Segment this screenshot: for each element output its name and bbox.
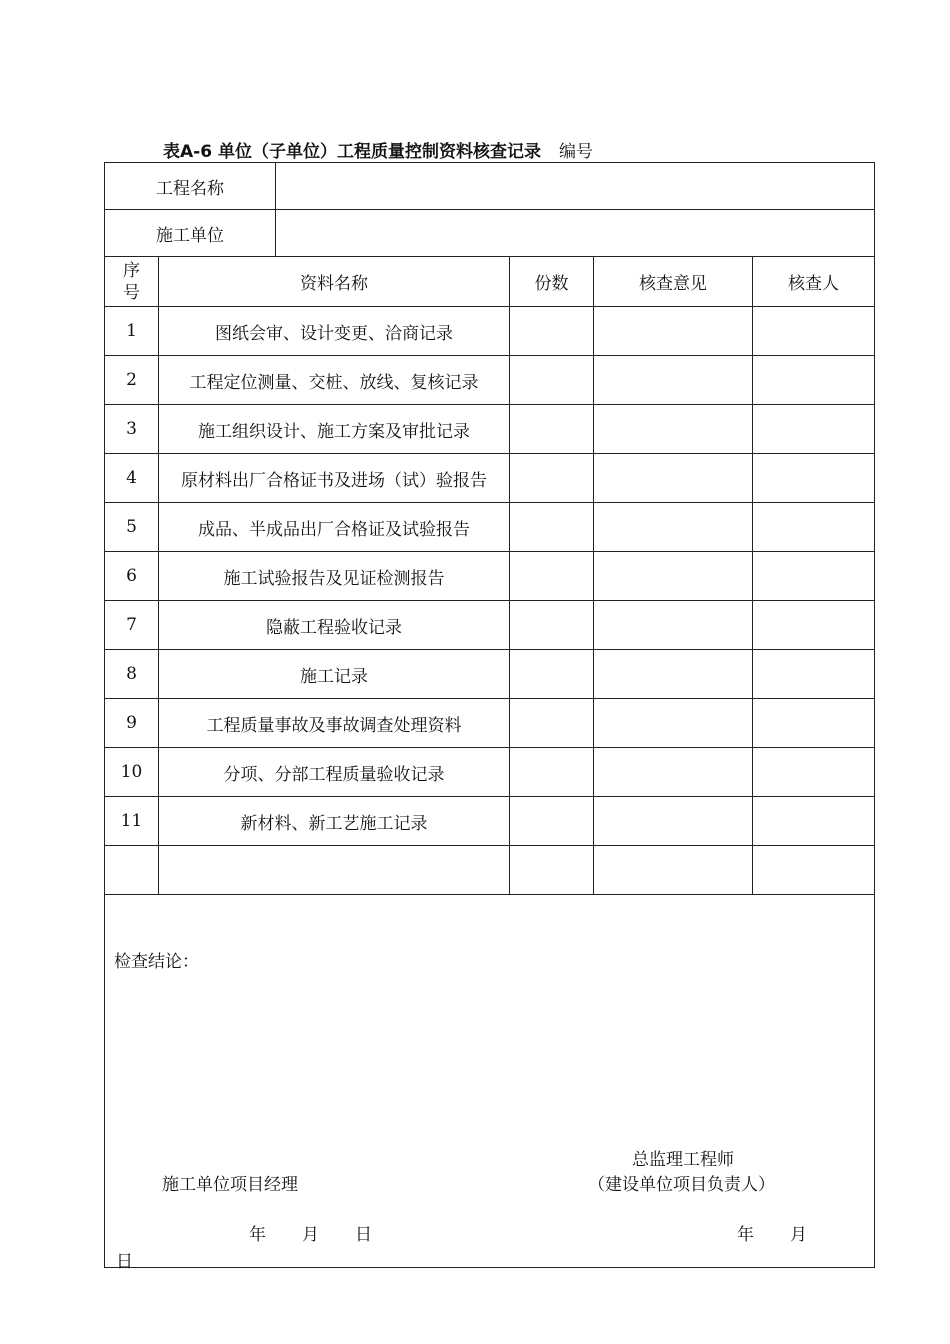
row-opinion-field[interactable] [594, 307, 753, 356]
conclusion-area[interactable] [105, 895, 875, 1272]
row-opinion-field[interactable] [594, 797, 753, 846]
row-copies-field[interactable] [510, 552, 594, 601]
row-checker-field[interactable] [753, 552, 875, 601]
row-doc-name: 分项、分部工程质量验收记录 [159, 748, 510, 797]
row-seq: 4 [105, 454, 159, 503]
table-row [105, 356, 875, 405]
quality-control-check-table [104, 162, 875, 1272]
row-doc-name[interactable] [159, 846, 510, 895]
form-title: 表A-6 单位（子单位）工程质量控制资料核查记录 [163, 142, 541, 162]
row-seq: 11 [105, 797, 159, 846]
row-doc-name: 成品、半成品出厂合格证及试验报告 [159, 503, 510, 552]
date-day-label: 日 [355, 1225, 372, 1245]
form-number-label: 编号 [558, 142, 593, 162]
date-year-label: 年 [249, 1225, 266, 1245]
row-seq: 8 [105, 650, 159, 699]
column-header-opinion: 核查意见 [594, 257, 753, 307]
row-copies-field[interactable] [510, 846, 594, 895]
row-seq: 5 [105, 503, 159, 552]
row-opinion-field[interactable] [594, 454, 753, 503]
row-checker-field[interactable] [753, 601, 875, 650]
conclusion-label: 检查结论： [114, 952, 199, 972]
row-doc-name: 新材料、新工艺施工记录 [159, 797, 510, 846]
row-seq: 9 [105, 699, 159, 748]
row-copies-field[interactable] [510, 797, 594, 846]
row-opinion-field[interactable] [594, 699, 753, 748]
table-row [105, 503, 875, 552]
form-title-line [163, 137, 593, 161]
row-copies-field[interactable] [510, 650, 594, 699]
contractor-date [249, 1220, 372, 1245]
row-doc-name: 施工记录 [159, 650, 510, 699]
row-checker-field[interactable] [753, 454, 875, 503]
row-opinion-field[interactable] [594, 846, 753, 895]
owner-responsible-signature-label: （建设单位项目负责人） [588, 1175, 775, 1195]
row-seq: 3 [105, 405, 159, 454]
seq-header-line2: 号 [123, 282, 140, 303]
row-seq: 6 [105, 552, 159, 601]
table-row [105, 307, 875, 356]
row-doc-name: 施工试验报告及见证检测报告 [159, 552, 510, 601]
date-year-label: 年 [737, 1225, 754, 1245]
column-header-copies: 份数 [510, 257, 594, 307]
row-checker-field[interactable] [753, 405, 875, 454]
supervisor-date-day: 日 [116, 1252, 133, 1272]
table-row [105, 454, 875, 503]
seq-header-line1: 序 [123, 260, 140, 281]
table-row [105, 601, 875, 650]
row-seq: 2 [105, 356, 159, 405]
row-copies-field[interactable] [510, 307, 594, 356]
row-opinion-field[interactable] [594, 356, 753, 405]
table-row [105, 405, 875, 454]
row-opinion-field[interactable] [594, 405, 753, 454]
date-month-label: 月 [302, 1225, 319, 1245]
chief-supervisor-signature-label: 总监理工程师 [632, 1150, 734, 1170]
row-doc-name: 工程定位测量、交桩、放线、复核记录 [159, 356, 510, 405]
construction-unit-label: 施工单位 [105, 210, 276, 257]
row-copies-field[interactable] [510, 699, 594, 748]
row-seq: 10 [105, 748, 159, 797]
row-copies-field[interactable] [510, 503, 594, 552]
table-row [105, 748, 875, 797]
contractor-manager-signature-label: 施工单位项目经理 [162, 1175, 298, 1195]
construction-unit-field[interactable] [276, 210, 875, 257]
column-header-doc-name: 资料名称 [159, 257, 510, 307]
row-seq[interactable] [105, 846, 159, 895]
column-header-seq [105, 257, 159, 307]
project-name-row [105, 163, 875, 210]
supervisor-date [737, 1220, 807, 1245]
row-seq: 7 [105, 601, 159, 650]
conclusion-row [105, 895, 875, 1268]
project-name-label: 工程名称 [105, 163, 276, 210]
row-checker-field[interactable] [753, 699, 875, 748]
row-doc-name: 原材料出厂合格证书及进场（试）验报告 [159, 454, 510, 503]
row-opinion-field[interactable] [594, 601, 753, 650]
row-seq: 1 [105, 307, 159, 356]
project-name-field[interactable] [276, 163, 875, 210]
row-checker-field[interactable] [753, 503, 875, 552]
table-row [105, 552, 875, 601]
row-checker-field[interactable] [753, 356, 875, 405]
row-opinion-field[interactable] [594, 650, 753, 699]
row-doc-name: 隐蔽工程验收记录 [159, 601, 510, 650]
row-opinion-field[interactable] [594, 503, 753, 552]
row-checker-field[interactable] [753, 650, 875, 699]
table-row [105, 650, 875, 699]
row-checker-field[interactable] [753, 307, 875, 356]
row-doc-name: 图纸会审、设计变更、洽商记录 [159, 307, 510, 356]
row-checker-field[interactable] [753, 846, 875, 895]
construction-unit-row [105, 210, 875, 257]
row-copies-field[interactable] [510, 356, 594, 405]
row-copies-field[interactable] [510, 601, 594, 650]
row-copies-field[interactable] [510, 454, 594, 503]
row-doc-name: 施工组织设计、施工方案及审批记录 [159, 405, 510, 454]
column-header-checker: 核查人 [753, 257, 875, 307]
row-checker-field[interactable] [753, 748, 875, 797]
table-row-blank [105, 846, 875, 895]
row-checker-field[interactable] [753, 797, 875, 846]
table-header-row [105, 257, 875, 307]
row-opinion-field[interactable] [594, 552, 753, 601]
row-opinion-field[interactable] [594, 748, 753, 797]
date-month-label: 月 [790, 1225, 807, 1245]
table-row [105, 699, 875, 748]
row-doc-name: 工程质量事故及事故调查处理资料 [159, 699, 510, 748]
table-row [105, 797, 875, 846]
row-copies-field[interactable] [510, 748, 594, 797]
row-copies-field[interactable] [510, 405, 594, 454]
